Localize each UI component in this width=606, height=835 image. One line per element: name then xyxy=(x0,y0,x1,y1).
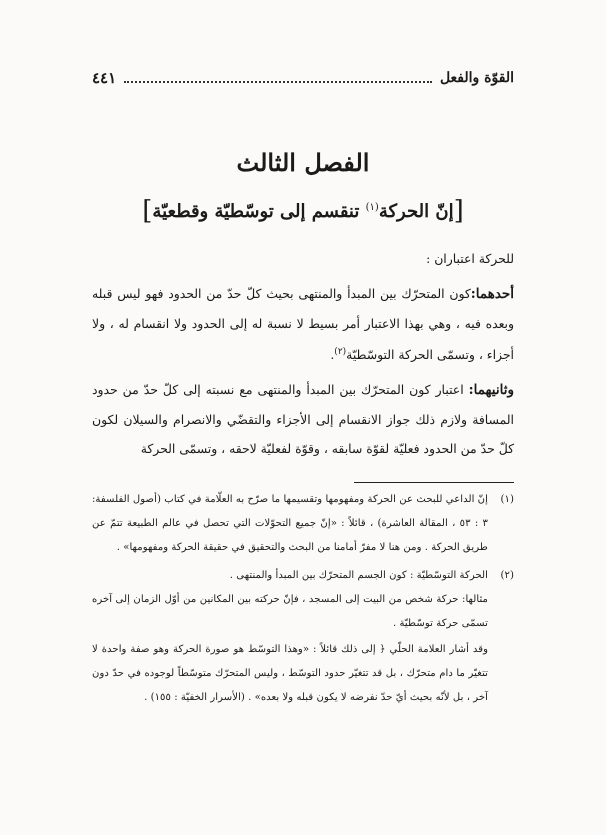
footnote-text xyxy=(92,488,488,560)
footnote-separator xyxy=(354,482,514,483)
paragraph-1-text: كون المتحرّك بين المبدأ والمنتهى بحيث كلّ حدّ من الحدود فهو ليس قبله وبعده فيه ، وهي بهذا الاعتبار أمر بسيط لا نسبة له إلى الحدود ولا انقسام له ، ولا أجزاء ، وتسمّى الحركة التوسّطيّة xyxy=(92,286,514,363)
footnote-ref-2[interactable]: (٢) xyxy=(334,347,347,357)
body-text xyxy=(92,244,514,469)
section-title-a: إنّ الحركة xyxy=(378,201,454,222)
footnote-2 xyxy=(92,564,514,710)
running-title: القوّة والفعل xyxy=(439,70,514,86)
paragraph-2-lead: وثانيهما: xyxy=(468,382,514,399)
chapter-title: الفصل الثالث xyxy=(236,148,370,177)
page-number: ٤٤١ xyxy=(92,69,117,87)
running-header xyxy=(92,64,514,92)
footnote-ref-1[interactable]: (١) xyxy=(365,202,379,213)
paragraph-2-text: اعتبار كون المتحرّك بين المبدأ والمنتهى مع نسبته إلى كلّ حدّ من حدود المسافة ولازم ذلك جواز الانقسام إلى الأجزاء والتقضّي والانصرام والسيلان لكون كلّ حدّ من الحدود فعليّة لقوّة سابقه ، وقوّة لفعليّة لاحقه ، وتسمّى الحركة xyxy=(92,382,514,457)
footnote-line: وقد أشار العلامة الحلّي ﴿ إلى ذلك قائلاً : «وهذا التوسّط هو صورة الحركة وهو صفة واحدة لا تتغيّر ما دام متحرّك ، بل قد تتغيّر حدود التوسّط ، وليس المتحرّك متوسّطاً لوجوده في حدّ دون آخر ، بل لأنّه بحيث أيّ حدّ نفرضه لا يكون قبله ولا بعده» . (الأسرار الخفيّة : ١٥٥) . xyxy=(92,644,488,703)
paragraph-2 xyxy=(92,375,514,463)
paragraph-1-lead: أحدهما: xyxy=(470,286,514,302)
footnote-1 xyxy=(92,488,514,560)
footnote-text xyxy=(92,564,488,710)
section-title xyxy=(0,196,606,226)
paragraph-1 xyxy=(92,279,514,369)
footnote-number: (٢) xyxy=(500,570,514,581)
leader-dots xyxy=(124,81,432,83)
bracket-close: ] xyxy=(142,196,153,226)
footnote-line: الحركة التوسّطيّة : كون الجسم المتحرّك بين المبدأ والمنتهى . xyxy=(229,570,488,581)
bracket-open: [ xyxy=(453,196,464,226)
section-title-b: تنقسم إلى توسّطيّة وقطعيّة xyxy=(152,201,366,222)
paragraph-1-end: . xyxy=(330,347,335,363)
footnote-line: مثالها: حركة شخص من البيت إلى المسجد ، فإنّ حركته بين المكانين من أوّل الزمان إلى آخره تسمّى حركة توسّطيّة . xyxy=(92,594,488,629)
intro-line: للحركة اعتباران : xyxy=(426,251,514,266)
footnote-number: (١) xyxy=(500,494,514,505)
footnotes xyxy=(92,488,514,714)
footnote-line: إنّ الداعي للبحث عن الحركة ومفهومها وتقسيمها ما صرّح به العلّامة في كتاب (أصول الفلسفة: ٣ : ٥٣ ، المقالة العاشرة) ، قائلاً : «إنّ جميع التحوّلات التي تحصل في عالم الطبيعة تتمّ عن طريق الحركة . ومن هنا لا مفرّ أمامنا من البحث والتحقيق في حقيقة الحركة ومفهومها» . xyxy=(92,494,488,553)
